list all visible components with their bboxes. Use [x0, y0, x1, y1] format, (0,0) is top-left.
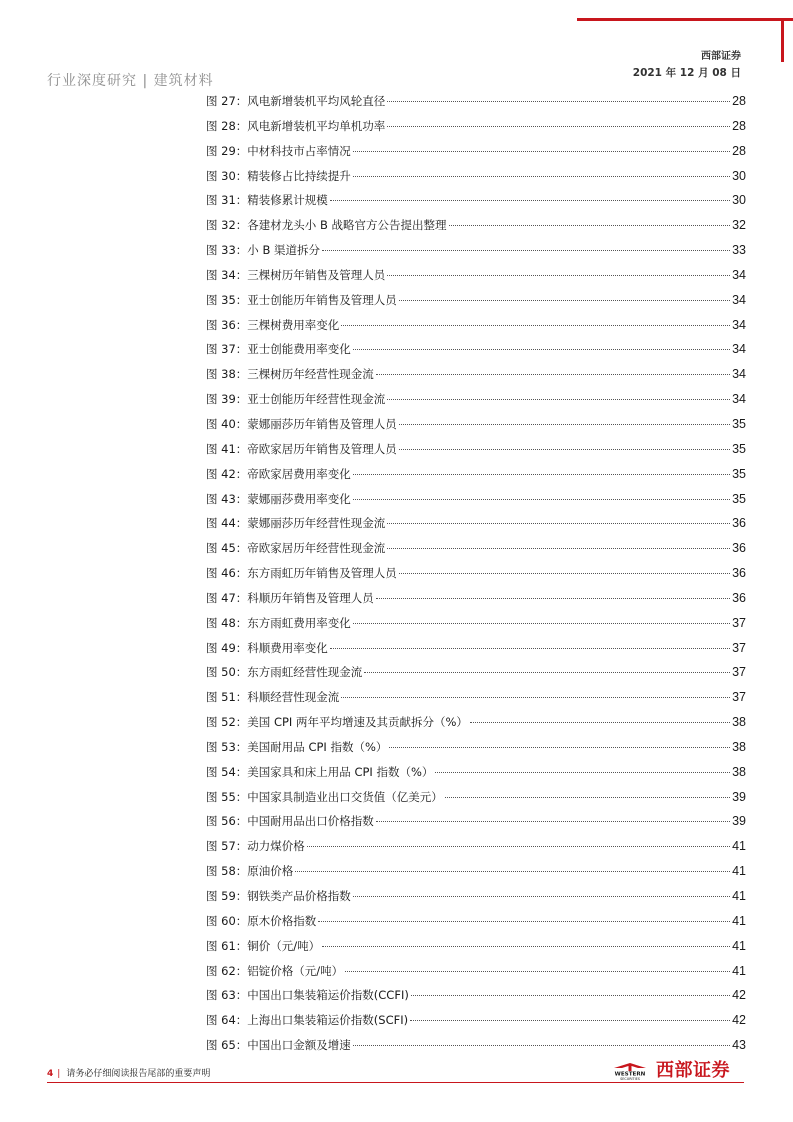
toc-entry-title: 图 63：中国出口集装箱运价指数(CCFI)	[206, 988, 409, 1003]
toc-entry-title: 图 56：中国耐用品出口价格指数	[206, 814, 374, 829]
toc-entry-title: 图 34：三棵树历年销售及管理人员	[206, 267, 386, 282]
toc-dot-leader	[376, 374, 730, 375]
toc-dot-leader	[389, 747, 730, 748]
toc-entry-page: 28	[732, 118, 746, 133]
toc-entry[interactable]	[206, 909, 746, 934]
toc-entry[interactable]	[206, 859, 746, 884]
toc-entry-page: 34	[732, 317, 746, 332]
toc-entry-title: 图 65：中国出口金额及增速	[206, 1038, 351, 1053]
toc-entry[interactable]	[206, 313, 746, 338]
logo-mark-subtext: SECURITIES	[620, 1077, 640, 1081]
toc-entry-page: 32	[732, 218, 746, 233]
toc-dot-leader	[387, 399, 730, 400]
toc-entry-page: 39	[732, 789, 746, 804]
toc-entry-title: 图 36：三棵树费用率变化	[206, 317, 340, 332]
toc-entry-title: 图 52：美国 CPI 两年平均增速及其贡献拆分（%）	[206, 715, 468, 730]
toc-dot-leader	[376, 598, 730, 599]
footer-disclaimer	[47, 1066, 210, 1079]
toc-dot-leader	[322, 946, 730, 947]
toc-entry[interactable]	[206, 114, 746, 139]
toc-entry-page: 34	[732, 292, 746, 307]
toc-entry[interactable]	[206, 387, 746, 412]
toc-entry-title: 图 49：科顺费用率变化	[206, 640, 328, 655]
toc-entry[interactable]	[206, 511, 746, 536]
toc-entry-page: 41	[732, 864, 746, 879]
toc-entry-title: 图 59：钢铁类产品价格指数	[206, 889, 351, 903]
toc-entry[interactable]	[206, 785, 746, 810]
toc-dot-leader	[295, 871, 730, 872]
toc-dot-leader	[353, 474, 730, 475]
toc-entry[interactable]	[206, 139, 746, 164]
toc-entry-title: 图 53：美国耐用品 CPI 指数（%）	[206, 739, 388, 754]
toc-entry-page: 28	[732, 143, 746, 158]
header-accent-bar	[577, 18, 793, 21]
toc-entry[interactable]	[206, 462, 746, 487]
toc-dot-leader	[353, 176, 730, 177]
toc-dot-leader	[341, 325, 730, 326]
toc-entry-title: 图 60：原木价格指数	[206, 913, 317, 928]
toc-entry-page: 36	[732, 590, 746, 605]
toc-entry[interactable]	[206, 586, 746, 611]
toc-entry[interactable]	[206, 437, 746, 462]
toc-entry[interactable]	[206, 760, 746, 785]
toc-entry[interactable]	[206, 164, 746, 189]
toc-entry-page: 34	[732, 267, 746, 282]
page-number: 4	[47, 1069, 54, 1079]
toc-entry[interactable]	[206, 1008, 746, 1033]
toc-entry-title: 图 46：东方雨虹历年销售及管理人员	[206, 566, 397, 581]
toc-dot-leader	[449, 225, 731, 226]
toc-entry-page: 35	[732, 441, 746, 456]
toc-entry-page: 36	[732, 566, 746, 581]
toc-entry[interactable]	[206, 636, 746, 661]
header-accent-corner	[781, 18, 784, 62]
toc-dot-leader	[330, 648, 730, 649]
header-company: 西部证券	[701, 51, 741, 62]
toc-entry[interactable]	[206, 337, 746, 362]
toc-entry-page: 41	[732, 913, 746, 928]
toc-entry[interactable]	[206, 611, 746, 636]
toc-dot-leader	[307, 846, 730, 847]
toc-entry-title: 图 38：三棵树历年经营性现金流	[206, 367, 374, 382]
toc-entry-title: 图 55：中国家具制造业出口交货值（亿美元）	[206, 789, 443, 804]
footer-separator: |	[57, 1069, 61, 1079]
toc-entry-page: 35	[732, 416, 746, 431]
toc-entry[interactable]	[206, 561, 746, 586]
toc-entry[interactable]	[206, 834, 746, 859]
footer-divider	[47, 1082, 744, 1083]
toc-entry-page: 30	[732, 193, 746, 208]
toc-entry-title: 图 47：科顺历年销售及管理人员	[206, 590, 374, 605]
toc-entry[interactable]	[206, 188, 746, 213]
toc-entry-page: 34	[732, 392, 746, 407]
toc-entry-page: 41	[732, 963, 746, 978]
toc-entry[interactable]	[206, 362, 746, 387]
toc-entry[interactable]	[206, 685, 746, 710]
report-date: 2021 年 12 月 08 日	[632, 67, 741, 79]
toc-dot-leader	[353, 349, 730, 350]
toc-dot-leader	[410, 1020, 730, 1021]
toc-entry-title: 图 44：蒙娜丽莎历年经营性现金流	[206, 516, 386, 531]
toc-entry-title: 图 54：美国家具和床上用品 CPI 指数（%）	[206, 764, 434, 779]
toc-entry-title: 图 51：科顺经营性现金流	[206, 690, 340, 705]
toc-entry-page: 37	[732, 665, 746, 680]
toc-entry-page: 41	[732, 889, 746, 903]
toc-entry-page: 37	[732, 640, 746, 655]
toc-entry[interactable]	[206, 213, 746, 238]
disclaimer-text: 请务必仔细阅读报告尾部的重要声明	[66, 1069, 211, 1079]
toc-entry-page: 37	[732, 690, 746, 705]
toc-entry-title: 图 61：铜价（元/吨）	[206, 938, 321, 953]
toc-dot-leader	[470, 722, 730, 723]
toc-entry[interactable]	[206, 660, 746, 685]
toc-dot-leader	[318, 921, 730, 922]
toc-entry-page: 36	[732, 516, 746, 531]
toc-entry-page: 42	[732, 988, 746, 1003]
toc-entry-page: 33	[732, 243, 746, 258]
toc-dot-leader	[353, 623, 730, 624]
company-logo	[606, 1060, 748, 1082]
toc-entry[interactable]	[206, 983, 746, 1008]
western-securities-logo-icon	[608, 1061, 652, 1081]
toc-entry-page: 42	[732, 1013, 746, 1028]
toc-entry[interactable]	[206, 412, 746, 437]
toc-entry-title: 图 35：亚士创能历年销售及管理人员	[206, 292, 397, 307]
toc-entry[interactable]	[206, 487, 746, 512]
toc-entry[interactable]	[206, 263, 746, 288]
toc-entry-title: 图 31：精装修累计规模	[206, 193, 328, 208]
toc-dot-leader	[353, 896, 730, 897]
toc-entry-title: 图 30：精装修占比持续提升	[206, 168, 351, 183]
toc-dot-leader	[353, 151, 730, 152]
toc-dot-leader	[387, 126, 730, 127]
toc-entry-title: 图 39：亚士创能历年经营性现金流	[206, 392, 386, 407]
toc-entry-title: 图 48：东方雨虹费用率变化	[206, 615, 351, 630]
toc-dot-leader	[341, 697, 730, 698]
toc-entry-page: 28	[732, 94, 746, 108]
toc-entry-title: 图 37：亚士创能费用率变化	[206, 342, 351, 357]
toc-entry-page: 36	[732, 541, 746, 556]
toc-dot-leader	[435, 772, 730, 773]
logo-mark-text: WESTERN	[614, 1071, 646, 1078]
toc-dot-leader	[353, 1045, 730, 1046]
toc-dot-leader	[445, 797, 730, 798]
report-category: 行业深度研究 | 建筑材料	[47, 73, 214, 89]
toc-dot-leader	[345, 971, 730, 972]
toc-entry-page: 41	[732, 938, 746, 953]
toc-entry-title: 图 57：动力煤价格	[206, 839, 305, 854]
toc-entry-page: 35	[732, 491, 746, 506]
toc-entry-page: 35	[732, 466, 746, 481]
toc-dot-leader	[387, 275, 730, 276]
toc-entry-page: 38	[732, 715, 746, 730]
toc-entry-title: 图 41：帝欧家居历年销售及管理人员	[206, 441, 397, 456]
toc-entry-page: 43	[732, 1038, 746, 1053]
logo-text: 西部证券	[656, 1060, 730, 1081]
toc-entry[interactable]	[206, 238, 746, 263]
toc-dot-leader	[387, 101, 730, 102]
toc-entry-title: 图 43：蒙娜丽莎费用率变化	[206, 491, 351, 506]
toc-entry-page: 30	[732, 168, 746, 183]
toc-dot-leader	[399, 449, 730, 450]
toc-entry[interactable]	[206, 809, 746, 834]
toc-entry-title: 图 58：原油价格	[206, 864, 294, 879]
toc-entry[interactable]	[206, 959, 746, 984]
toc-entry-page: 38	[732, 739, 746, 754]
toc-dot-leader	[376, 821, 730, 822]
toc-dot-leader	[364, 672, 730, 673]
toc-entry-page: 37	[732, 615, 746, 630]
toc-entry-title: 图 45：帝欧家居历年经营性现金流	[206, 541, 386, 556]
toc-dot-leader	[387, 523, 730, 524]
toc-entry[interactable]	[206, 536, 746, 561]
toc-entry-title: 图 32：各建材龙头小 B 战略官方公告提出整理	[206, 218, 447, 233]
toc-dot-leader	[353, 499, 730, 500]
toc-entry[interactable]	[206, 934, 746, 959]
toc-entry-page: 34	[732, 342, 746, 357]
toc-dot-leader	[399, 424, 730, 425]
toc-entry-title: 图 62：铝锭价格（元/吨）	[206, 963, 344, 978]
toc-entry-title: 图 64：上海出口集装箱运价指数(SCFI)	[206, 1013, 409, 1028]
toc-entry-page: 41	[732, 839, 746, 854]
toc-entry-title: 图 27：风电新增装机平均风轮直径	[206, 94, 386, 108]
figure-list	[206, 89, 746, 1058]
toc-entry[interactable]	[206, 735, 746, 760]
toc-dot-leader	[322, 250, 730, 251]
toc-entry[interactable]	[206, 884, 746, 909]
toc-entry[interactable]	[206, 710, 746, 735]
toc-dot-leader	[330, 200, 730, 201]
toc-entry-page: 34	[732, 367, 746, 382]
toc-entry-title: 图 40：蒙娜丽莎历年销售及管理人员	[206, 416, 397, 431]
toc-entry[interactable]	[206, 1033, 746, 1058]
toc-entry-page: 38	[732, 764, 746, 779]
toc-dot-leader	[399, 300, 730, 301]
toc-dot-leader	[399, 573, 730, 574]
toc-entry[interactable]	[206, 288, 746, 313]
toc-dot-leader	[387, 548, 730, 549]
header-meta	[633, 52, 741, 79]
toc-entry-title: 图 50：东方雨虹经营性现金流	[206, 665, 363, 680]
toc-entry-title: 图 33：小 B 渠道拆分	[206, 243, 320, 258]
toc-entry-title: 图 42：帝欧家居费用率变化	[206, 466, 351, 481]
toc-dot-leader	[411, 995, 730, 996]
toc-entry[interactable]	[206, 89, 746, 114]
toc-entry-title: 图 29：中材科技市占率情况	[206, 143, 351, 158]
toc-entry-title: 图 28：风电新增装机平均单机功率	[206, 118, 386, 133]
toc-entry-page: 39	[732, 814, 746, 829]
